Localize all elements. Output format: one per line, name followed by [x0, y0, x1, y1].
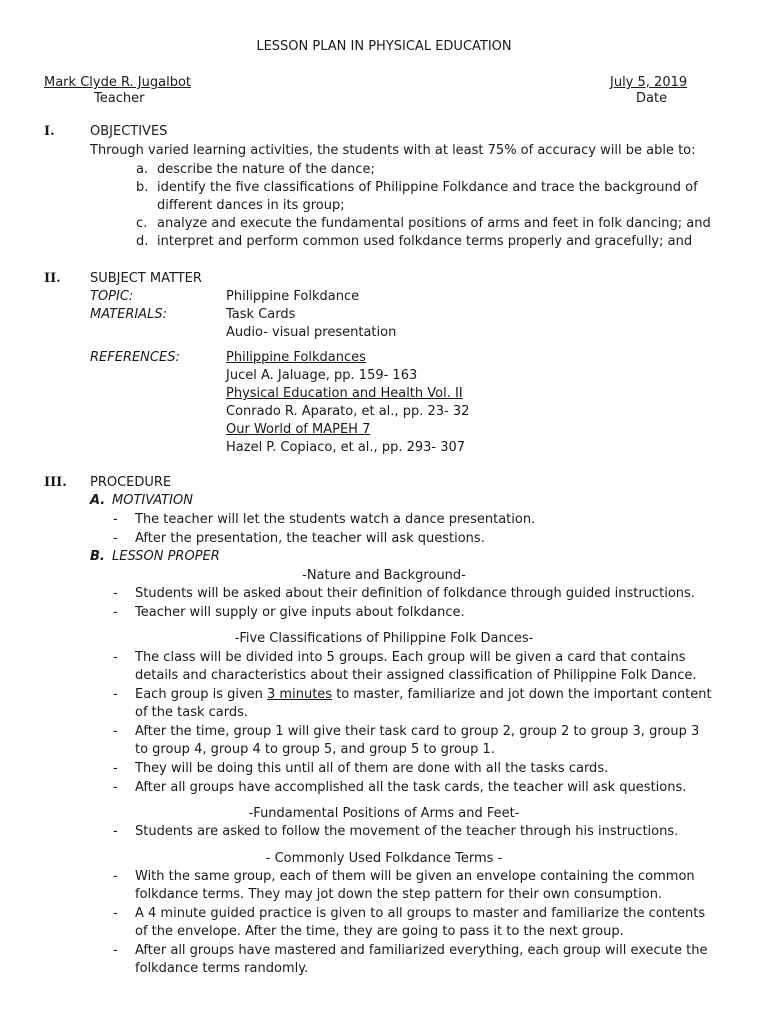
motivation-item: The teacher will let the students watch a dance presentation. [135, 512, 536, 527]
teacher-label: Teacher [94, 91, 145, 106]
reference-author: Hazel P. Copiaco, et al., pp. 293- 307 [226, 440, 466, 455]
document-title: LESSON PLAN IN PHYSICAL EDUCATION [256, 39, 512, 54]
classification-line: to group 4, group 4 to group 5, and group 5 to group 1. [135, 742, 495, 757]
objective-line: describe the nature of the dance; [157, 162, 375, 177]
list-dash: - [113, 824, 118, 839]
list-dash: - [113, 605, 118, 620]
objective-line: identify the five classifications of Philippine Folkdance and trace the background of [157, 180, 698, 195]
date-value: July 5, 2019 [610, 75, 688, 90]
list-dash: - [113, 906, 118, 921]
reference-title: Philippine Folkdances [226, 350, 366, 365]
motivation-item: After the presentation, the teacher will ask questions. [135, 531, 485, 546]
classification-line [135, 686, 712, 704]
terms-line: A 4 minute guided practice is given to all groups to master and familiarize the contents [135, 906, 706, 921]
procedure-heading: PROCEDURE [90, 475, 172, 490]
nature-item: Teacher will supply or give inputs about folkdance. [135, 605, 465, 620]
classification-line: details and characteristics about their assigned classification of Philippine Folk Dance. [135, 668, 697, 683]
objective-line: analyze and execute the fundamental positions of arms and feet in folk dancing; and [157, 216, 711, 231]
classifications-heading: -Five Classifications of Philippine Folk Dances- [234, 631, 534, 646]
objectives-intro: Through varied learning activities, the students with at least 75% of accuracy will be able to: [90, 143, 696, 158]
nature-heading: -Nature and Background- [302, 568, 466, 583]
objective-letter: b. [136, 180, 149, 195]
motivation-letter: A. [90, 493, 106, 508]
objective-letter: d. [136, 234, 149, 249]
terms-line: of the envelope. After the time, they are going to pass it to the next group. [135, 924, 624, 939]
procedure-numeral: III. [44, 475, 67, 490]
classification-line: After the time, group 1 will give their task card to group 2, group 2 to group 3, group 3 [135, 724, 700, 739]
classification-line: of the task cards. [135, 705, 249, 720]
reference-title: Our World of MAPEH 7 [226, 422, 371, 437]
reference-author: Conrado R. Aparato, et al., pp. 23- 32 [226, 404, 470, 419]
lesson-proper-letter: B. [90, 549, 105, 564]
reference-author: Jucel A. Jaluage, pp. 159- 163 [226, 368, 418, 383]
list-dash: - [113, 761, 118, 776]
terms-heading: - Commonly Used Folkdance Terms - [265, 851, 503, 866]
subject-matter-numeral: II. [44, 271, 61, 286]
classification-line: They will be doing this until all of them are done with all the tasks cards. [135, 761, 609, 776]
objective-letter: a. [136, 162, 149, 177]
list-dash: - [113, 780, 118, 795]
references-label: REFERENCES: [90, 350, 180, 365]
objective-letter: c. [136, 216, 148, 231]
list-dash: - [113, 724, 118, 739]
objectives-heading: OBJECTIVES [90, 124, 168, 139]
terms-line: With the same group, each of them will be given an envelope containing the common [135, 869, 695, 884]
material-item: Audio- visual presentation [226, 325, 397, 340]
list-dash: - [113, 943, 118, 958]
classification-text: Each group is given [135, 687, 268, 702]
objectives-numeral: I. [44, 124, 55, 139]
time-limit-text: 3 minutes [267, 687, 333, 702]
objective-line: different dances in its group; [157, 198, 345, 213]
list-dash: - [113, 869, 118, 884]
materials-label: MATERIALS: [90, 307, 167, 322]
list-dash: - [113, 687, 118, 702]
classification-line: After all groups have accomplished all the task cards, the teacher will ask questions. [135, 780, 687, 795]
material-item: Task Cards [226, 307, 296, 322]
topic-label: TOPIC: [90, 289, 134, 304]
list-dash: - [113, 512, 118, 527]
list-dash: - [113, 650, 118, 665]
fundamental-heading: -Fundamental Positions of Arms and Feet- [248, 806, 520, 821]
objective-line: interpret and perform common used folkdance terms properly and gracefully; and [157, 234, 693, 249]
topic-value: Philippine Folkdance [226, 289, 360, 304]
nature-item: Students will be asked about their definition of folkdance through guided instructions. [135, 586, 695, 601]
terms-line: folkdance terms randomly. [135, 961, 309, 976]
classification-text: to master, familiarize and jot down the important content [332, 687, 712, 702]
reference-title: Physical Education and Health Vol. II [226, 386, 463, 401]
terms-line: folkdance terms. They may jot down the step pattern for their own consumption. [135, 887, 663, 902]
classification-line: The class will be divided into 5 groups. Each group will be given a card that contains [135, 650, 686, 665]
subject-matter-heading: SUBJECT MATTER [90, 271, 202, 286]
lesson-proper-label: LESSON PROPER [112, 549, 220, 564]
list-dash: - [113, 531, 118, 546]
list-dash: - [113, 586, 118, 601]
terms-line: After all groups have mastered and familiarized everything, each group will execute the [135, 943, 708, 958]
date-label: Date [636, 91, 668, 106]
motivation-label: MOTIVATION [112, 493, 193, 508]
fundamental-item: Students are asked to follow the movement of the teacher through his instructions. [135, 824, 679, 839]
teacher-name: Mark Clyde R. Jugalbot [44, 75, 191, 90]
